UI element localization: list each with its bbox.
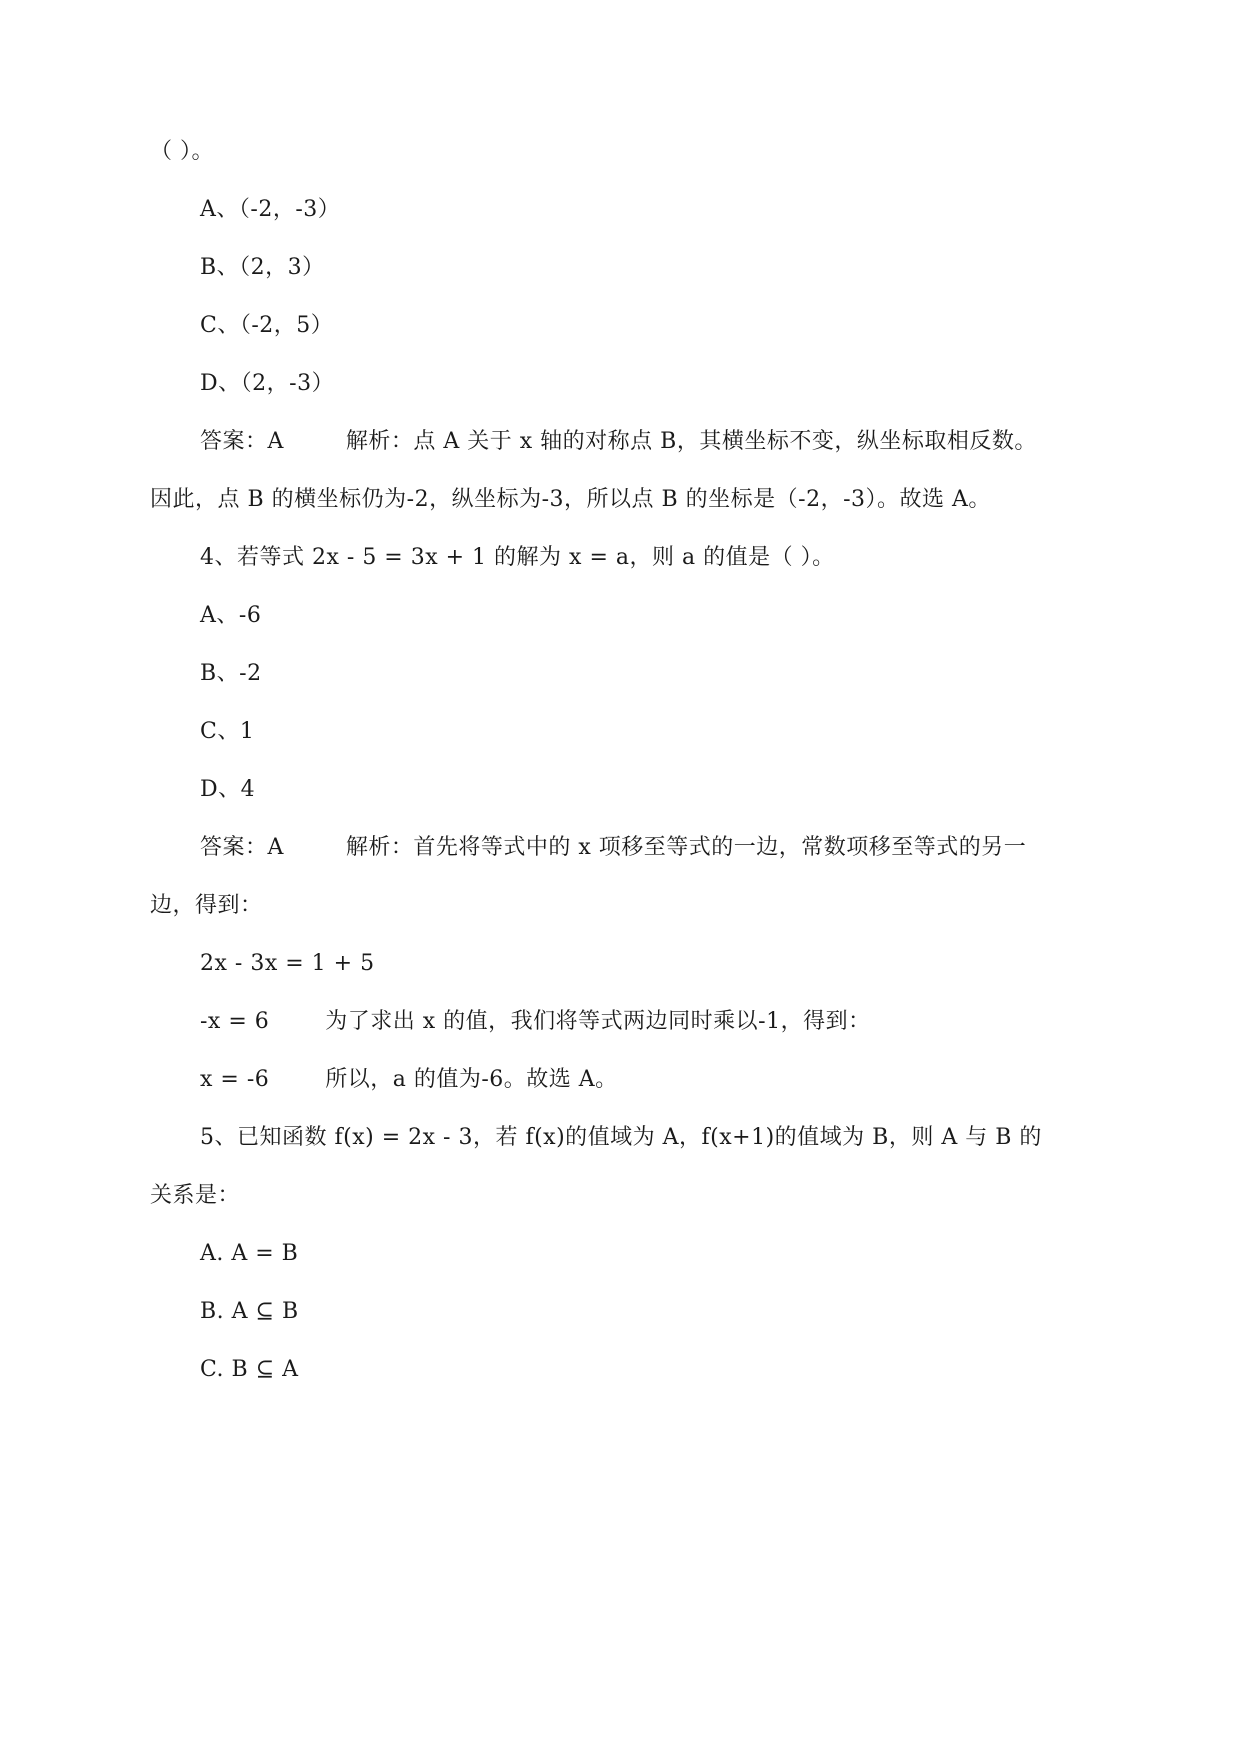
q4-analysis-2: 边，得到： [150,893,263,918]
q5-stem-1: 5、已知函数 f(x) = 2x - 3，若 f(x)的值域为 A，f(x+1)的值域为 B，则 A 与 B 的 [200,1125,1042,1150]
q3-answer-line [200,428,1037,456]
q4-answer: 答案：A [200,835,284,860]
q5-option-b: B. A ⊆ B [200,1299,299,1324]
q4-option-a: A、-6 [200,603,262,628]
q4-analysis-1: 解析：首先将等式中的 x 项移至等式的一边，常数项移至等式的另一 [345,835,1027,860]
q4-step-2-line [200,1008,871,1036]
q3-option-c: C、（-2，5） [200,313,334,338]
q3-option-d: D、（2，-3） [200,371,335,396]
q4-option-c: C、1 [200,719,255,744]
q4-option-b: B、-2 [200,661,262,686]
q4-step-3-line [200,1066,618,1094]
q4-step-1: 2x - 3x = 1 + 5 [200,951,375,976]
q4-answer-line [200,834,1026,862]
q3-option-b: B、（2，3） [200,255,325,280]
q3-stem-tail: （ ）。 [150,139,214,164]
q4-option-d: D、4 [200,777,256,802]
q4-step-3-eq: x = -6 [200,1067,270,1092]
q4-step-2-text: 为了求出 x 的值，我们将等式两边同时乘以-1，得到： [325,1009,871,1034]
q3-option-a: A、（-2，-3） [200,197,341,222]
q4-stem: 4、若等式 2x - 5 = 3x + 1 的解为 x = a，则 a 的值是（ ）。 [200,545,835,570]
q3-analysis-1: 解析：点 A 关于 x 轴的对称点 B，其横坐标不变，纵坐标取相反数。 [345,429,1037,454]
q4-step-3-text: 所以，a 的值为-6。故选 A。 [325,1067,618,1092]
q5-stem-2: 关系是： [150,1183,241,1208]
q3-analysis-2: 因此，点 B 的横坐标仍为-2，纵坐标为-3，所以点 B 的坐标是（-2，-3）。故选 A。 [150,487,991,512]
q5-option-c: C. B ⊆ A [200,1357,299,1382]
q3-answer: 答案：A [200,429,284,454]
q4-step-2-eq: -x = 6 [200,1009,270,1034]
q5-option-a: A. A = B [200,1241,299,1266]
